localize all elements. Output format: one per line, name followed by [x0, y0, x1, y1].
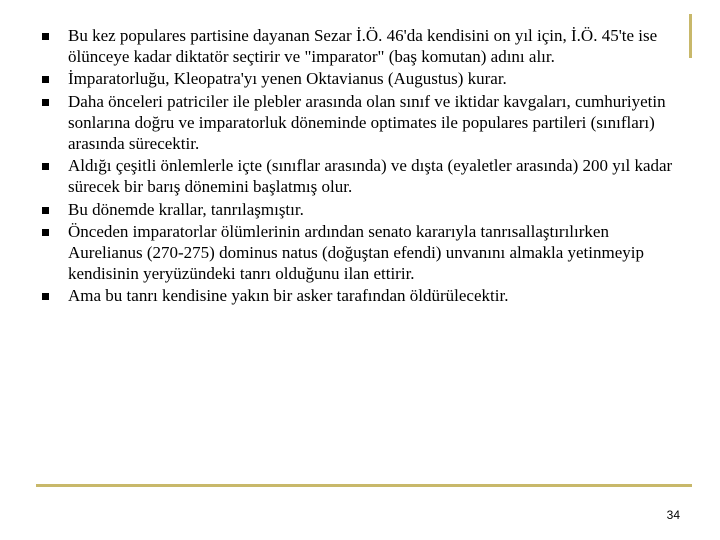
bottom-decorative-rule [36, 484, 692, 487]
square-bullet-icon [42, 99, 49, 106]
bullet-text: Bu dönemde krallar, tanrılaşmıştır. [68, 199, 304, 219]
square-bullet-icon [42, 76, 49, 83]
bullet-text: Ama bu tanrı kendisine yakın bir asker tarafından öldürülecektir. [68, 286, 509, 306]
top-decorative-rule [689, 14, 692, 58]
bullet-text: Bu kez populares partisine dayanan Sezar İ.Ö. 46'da kendisini on yıl için, İ.Ö. 45'te ise ölünceye kadar diktatör seçtirir ve "imparator" (baş komutan) adını alır. [68, 26, 658, 66]
list-item [36, 156, 686, 197]
square-bullet-icon [42, 163, 49, 170]
list-item [36, 92, 686, 154]
bullet-text: İmparatorluğu, Kleopatra'yı yenen Oktavianus (Augustus) kurar. [68, 69, 507, 89]
bullet-text: Önceden imparatorlar ölümlerinin ardından senato kararıyla tanrısallaştırılırken Aurelianus (270-275) dominus natus (doğuştan efendi) unvanını almakla yetinmeyip kendisinin yeryüzündeki tanrı olduğunu ilan ettirir. [68, 222, 644, 283]
list-item [36, 69, 686, 90]
square-bullet-icon [42, 229, 49, 236]
bullet-text: Aldığı çeşitli önlemlerle içte (sınıflar arasında) ve dışta (eyaletler arasında) 200 yıl kadar sürecek bir barış dönemini başlatmış olur. [68, 156, 673, 196]
square-bullet-icon [42, 293, 49, 300]
slide-content [36, 26, 686, 309]
square-bullet-icon [42, 33, 49, 40]
list-item [36, 200, 686, 221]
list-item [36, 26, 686, 67]
page-number: 34 [666, 508, 680, 522]
bullet-list [36, 26, 686, 307]
list-item [36, 286, 686, 307]
list-item [36, 222, 686, 284]
square-bullet-icon [42, 207, 49, 214]
bullet-text: Daha önceleri patriciler ile plebler arasında olan sınıf ve iktidar kavgaları, cumhuriyetin sonlarına doğru ve imparatorluk döneminde optimates ile populares partileri (sınıfları) arasında sürecektir. [68, 92, 666, 153]
